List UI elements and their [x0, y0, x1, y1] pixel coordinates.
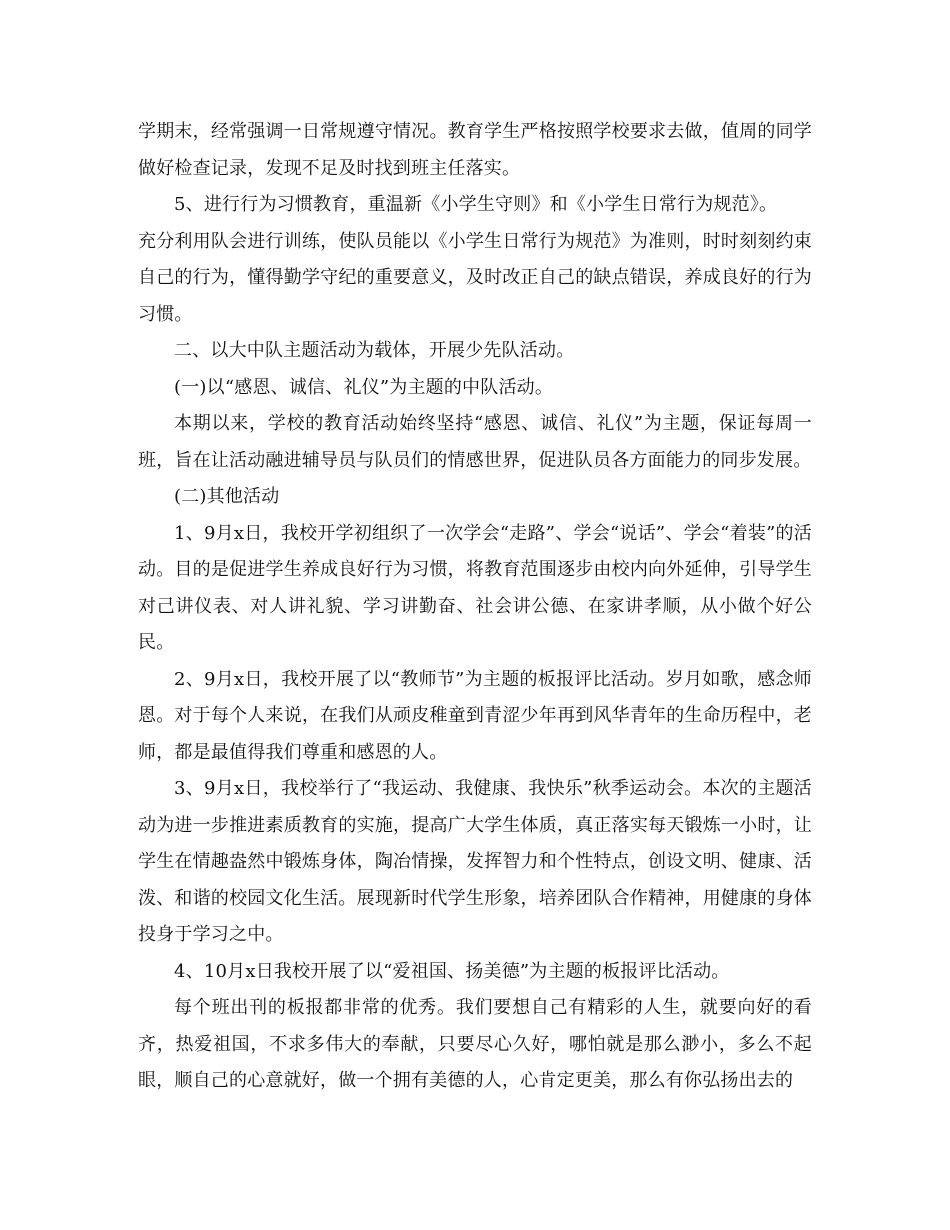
paragraph-3: 充分利用队会进行训练，使队员能以《小学生日常行为规范》为准则，时时刻刻约束自己的行为，懂得勤学守纪的重要意义，及时改正自己的缺点错误，养成良好的行为习惯。: [138, 230, 812, 325]
paragraph-1: 学期末，经常强调一日常规遵守情况。教育学生严格按照学校要求去做，值周的同学做好检查记录，发现不足及时找到班主任落实。: [138, 121, 812, 179]
subsection-heading-1: (一)以“感恩、诚信、礼仪”为主题的中队活动。: [174, 376, 554, 398]
paragraph-2: 5、进行行为习惯教育，重温新《小学生守则》和《小学生日常行为规范》。: [174, 194, 778, 215]
subsection-heading-2: (二)其他活动: [174, 486, 280, 507]
paragraph-12: 每个班出刊的板报都非常的优秀。我们要想自己有精彩的人生，就要向好的看齐，热爱祖国，不求多伟大的奉献，只要尽心久好，哪怕就是那么渺小，多么不起眼，顺自己的心意就好，做一个拥有美德的人，心肯定更美，那么有你弘扬出去的: [138, 997, 812, 1091]
section-heading-2: 二、以大中队主题活动为载体，开展少先队活动。: [174, 340, 575, 361]
paragraph-6: 本期以来，学校的教育活动始终坚持“感恩、诚信、礼仪”为主题，保证每周一班，旨在让活动融进辅导员与队员们的情感世界，促进队员各方面能力的同步发展。: [138, 413, 812, 471]
paragraph-11: 4、10月x日我校开展了以“爱祖国、扬美德”为主题的板报评比活动。: [174, 960, 730, 982]
paragraph-10: 3、9月x日，我校举行了“我运动、我健康、我快乐”秋季运动会。本次的主题活动为进一步推进素质教育的实施，提高广大学生体质，真正落实每天锻炼一小时，让学生在情趣盎然中锻炼身体，陶冶情操，发挥智力和个性特点，创设文明、健康、活泼、和谐的校园文化生活。展现新时代学生形象，培养团队合作精神，用健康的身体投身于学习之中。: [138, 778, 812, 945]
paragraph-9: 2、9月x日，我校开展了以“教师节”为主题的板报评比活动。岁月如歌，感念师恩。对于每个人来说，在我们从顽皮稚童到青涩少年再到风华青年的生命历程中，老师，都是最值得我们尊重和感恩的人。: [138, 668, 812, 763]
paragraph-8: 1、9月x日，我校开学初组织了一次学会“走路”、学会“说话”、学会“着装”的活动。目的是促进学生养成良好行为习惯，将教育范围逐步由校内向外延伸，引导学生对己讲仪表、对人讲礼貌、学习讲勤奋、社会讲公德、在家讲孝顺，从小做个好公民。: [138, 522, 812, 653]
